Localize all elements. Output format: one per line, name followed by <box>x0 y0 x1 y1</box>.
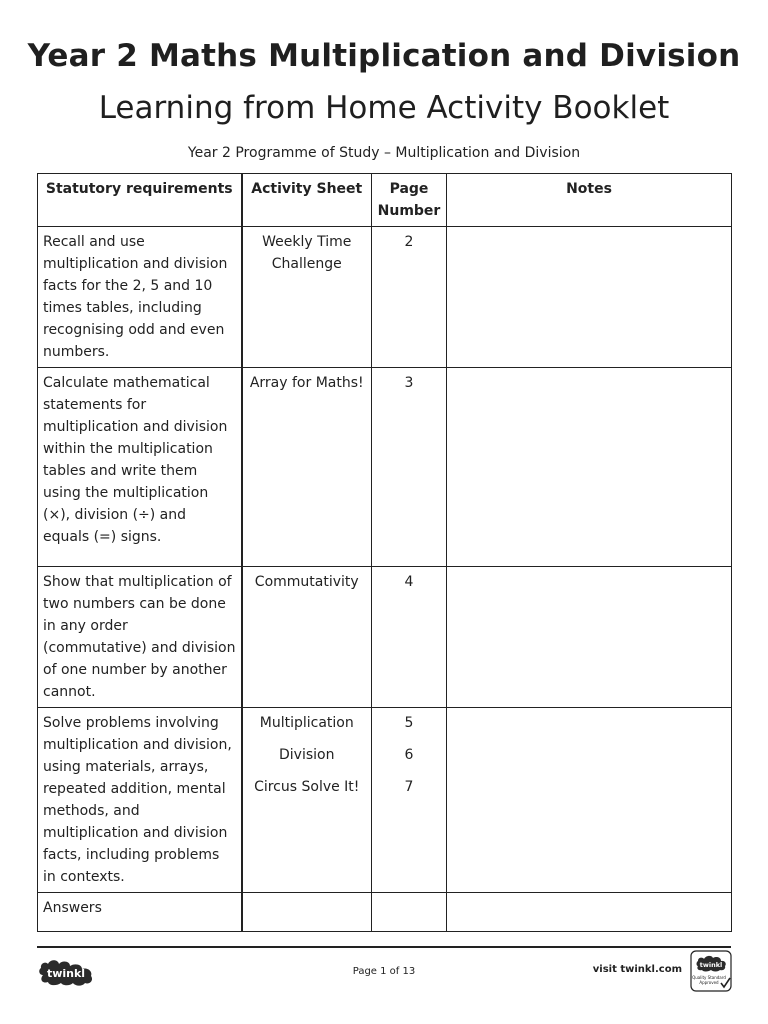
footer-divider <box>37 946 731 948</box>
header-page-line2: Number <box>377 203 441 219</box>
requirement-cell: Recall and use multiplication and division facts for the 2, 5 and 10 times tables, including recognising odd and even numbers. <box>38 227 242 368</box>
page-cell <box>372 893 447 932</box>
activity-cell: Weekly Time Challenge <box>242 227 372 368</box>
header-page-line1: Page <box>389 181 429 197</box>
page-number: 5 <box>404 715 414 731</box>
table-row <box>38 708 732 893</box>
header-page-number <box>372 174 447 227</box>
page-number: 7 <box>404 779 414 795</box>
header-statutory-requirements: Statutory requirements <box>38 174 242 227</box>
table-row <box>38 227 732 368</box>
table-row <box>38 567 732 708</box>
table-row <box>38 893 732 932</box>
header-activity-sheet: Activity Sheet <box>242 174 372 227</box>
notes-cell[interactable] <box>447 567 732 708</box>
page-cell: 2 <box>372 227 447 368</box>
notes-cell[interactable] <box>447 227 732 368</box>
answers-cell: Answers <box>38 893 242 932</box>
page-cell: 4 <box>372 567 447 708</box>
page-cell <box>372 708 447 893</box>
activity-cell <box>242 893 372 932</box>
activity-cell: Commutativity <box>242 567 372 708</box>
activity-cell: Array for Maths! <box>242 368 372 567</box>
page-number: 6 <box>404 747 414 763</box>
table-row <box>38 368 732 567</box>
requirement-cell: Calculate mathematical statements for multiplication and division within the multiplication tables and write them using the multiplication (×), division (÷) and equals (=) signs. <box>38 368 242 567</box>
document-subtitle: Learning from Home Activity Booklet <box>98 90 670 126</box>
page-cell: 3 <box>372 368 447 567</box>
document-title: Year 2 Maths Multiplication and Division <box>27 38 741 74</box>
visit-link[interactable]: visit twinkl.com <box>592 964 682 975</box>
notes-cell[interactable] <box>447 708 732 893</box>
header-notes: Notes <box>447 174 732 227</box>
quality-standard-badge-icon <box>690 950 732 992</box>
badge-brand-text: twinkl <box>699 961 723 969</box>
requirement-cell: Show that multiplication of two numbers can be done in any order (commutative) and division of one number by another cannot. <box>38 567 242 708</box>
page-indicator: Page 1 of 13 <box>352 966 416 977</box>
badge-line1: Quality Standard <box>692 975 726 980</box>
requirement-cell: Solve problems involving multiplication and division, using materials, arrays, repeated addition, mental methods, and multiplication and division facts, including problems in contexts. <box>38 708 242 893</box>
twinkl-logo-text: twinkl <box>46 967 86 980</box>
activity-cell <box>242 708 372 893</box>
notes-cell[interactable] <box>447 368 732 567</box>
badge-line2: Approved <box>699 980 719 985</box>
notes-cell[interactable] <box>447 893 732 932</box>
activity-table <box>37 173 732 932</box>
activity-circus-solve-it: Circus Solve It! <box>254 779 360 795</box>
table-header-row <box>38 174 732 227</box>
programme-of-study: Year 2 Programme of Study – Multiplication and Division <box>187 145 581 161</box>
activity-multiplication: Multiplication <box>259 715 354 731</box>
activity-division: Division <box>279 747 335 763</box>
